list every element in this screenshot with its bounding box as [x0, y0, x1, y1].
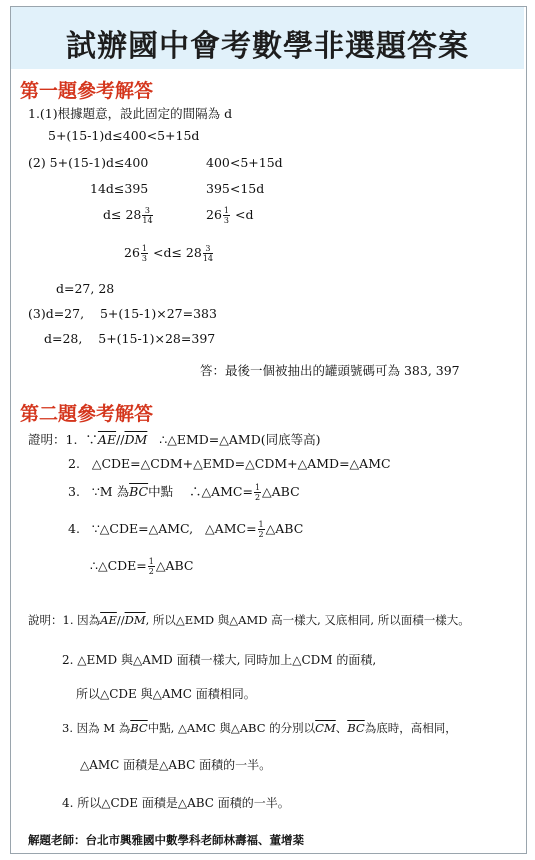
segment-bc: $\overline{BC}$ [130, 721, 148, 735]
fraction: $\frac{1}{2}$ [254, 483, 261, 502]
expr-text: 26 [206, 207, 222, 222]
separator: 、 [335, 721, 348, 735]
fraction: $\frac{3}{14}$ [202, 244, 213, 263]
fraction: $\frac{1}{2}$ [148, 557, 154, 576]
step-text: ∵M 為 [91, 484, 130, 499]
segment-bc: $\overline{BC}$ [347, 721, 365, 735]
proof-step-1 [28, 430, 320, 448]
s1-p2-right1: 400<5+15d [206, 155, 283, 170]
segment-ae: $\overline{AE}$ [100, 613, 117, 627]
fraction: $\frac{3}{14}$ [142, 206, 153, 225]
segment-dm: $\overline{DM}$ [124, 432, 148, 447]
step-number: 3. [68, 484, 80, 499]
proof-conclusion [90, 557, 193, 576]
explain-text: 3. 因為 M 為 [62, 721, 131, 735]
section2-heading: 第二題參考解答 [20, 403, 154, 425]
segment-dm: $\overline{DM}$ [124, 613, 146, 627]
s1-intro: 1.(1)根據題意，設此固定的間隔為 d [28, 106, 233, 121]
explain-2-line1: 2. △EMD 與△AMD 面積一樣大, 同時加上△CDM 的面積, [62, 653, 377, 667]
because-symbol: ∵ [85, 432, 98, 447]
expr-text: 26 [124, 245, 140, 260]
segment-cm: $\overline{CM}$ [315, 721, 336, 735]
parallel-symbol: // [116, 613, 125, 627]
segment-bc: $\overline{BC}$ [129, 484, 149, 499]
explain-3-line1 [62, 720, 457, 736]
proof-step-2: 2. △CDE=△CDM+△EMD=△CDM+△AMD=△AMC [68, 456, 391, 471]
s1-p2-right2: 395<15d [206, 181, 265, 196]
step-text: 中點 ∴△AMC= [148, 484, 253, 499]
s1-p2-left1: (2) 5+(15-1)d≤400 [28, 155, 149, 170]
expr-text: <d≤ 28 [149, 245, 202, 260]
step-text: ∵△CDE=△AMC, △AMC= [91, 521, 257, 536]
step-number: 1. [65, 432, 78, 447]
step-text: ∴△EMD=△AMD(同底等高) [147, 432, 321, 447]
explain-4: 4. 所以△CDE 面積是△ABC 面積的一半。 [62, 796, 290, 810]
title-banner [11, 7, 524, 69]
s1-p3-line2: d=28, 5+(15-1)×28=397 [44, 331, 216, 346]
s1-result: d=27, 28 [56, 281, 115, 296]
step-text: △ABC [262, 484, 300, 499]
s1-inequality: 5+(15-1)d≤400<5+15d [48, 128, 200, 143]
fraction: $\frac{1}{3}$ [141, 244, 147, 263]
proof-step-3 [68, 482, 300, 502]
expr-text: <d [231, 207, 254, 222]
explain-text: , 所以△EMD 與△AMD 高一樣大, 又底相同, 所以面積一樣大。 [145, 613, 470, 627]
explain-text: 中點, △AMC 與△ABC 的分別以 [147, 721, 316, 735]
step-number: 4. [68, 521, 80, 536]
step-text: ∴△CDE= [90, 558, 147, 573]
proof-label: 證明： [28, 432, 66, 447]
page-title: 試辦國中會考數學非選題答案 [66, 29, 469, 64]
explain-text: 為底時，高相同， [364, 721, 457, 735]
section1-heading: 第一題參考解答 [20, 80, 154, 102]
segment-ae: $\overline{AE}$ [97, 432, 117, 447]
proof-step-4 [68, 520, 303, 539]
expr-text: d≤ 28 [103, 207, 142, 222]
explain-2-line2: 所以△CDE 與△AMC 面積相同。 [76, 687, 256, 701]
s1-p2-left2: 14d≤395 [90, 181, 149, 196]
explain-3-line2: △AMC 面積是△ABC 面積的一半。 [80, 758, 272, 772]
s1-bound-left [103, 206, 154, 225]
s1-answer: 答：最後一個被抽出的罐頭號碼可為 383, 397 [200, 363, 460, 378]
s1-combined-bound [124, 244, 214, 263]
step-text: △ABC [265, 521, 304, 536]
fraction: $\frac{1}{3}$ [223, 206, 229, 225]
parallel-symbol: // [116, 432, 125, 447]
explain-label: 說明： [28, 613, 63, 627]
s1-bound-right [206, 206, 253, 225]
explain-text: 1. 因為 [62, 613, 101, 627]
teacher-credit: 解題老師：台北市興雅國中數學科老師林壽福、董增棻 [28, 833, 304, 847]
fraction: $\frac{1}{2}$ [258, 520, 264, 539]
step-text: △ABC [155, 558, 194, 573]
s1-p3-line1: (3)d=27, 5+(15-1)×27=383 [28, 306, 217, 321]
explain-1 [28, 612, 470, 628]
